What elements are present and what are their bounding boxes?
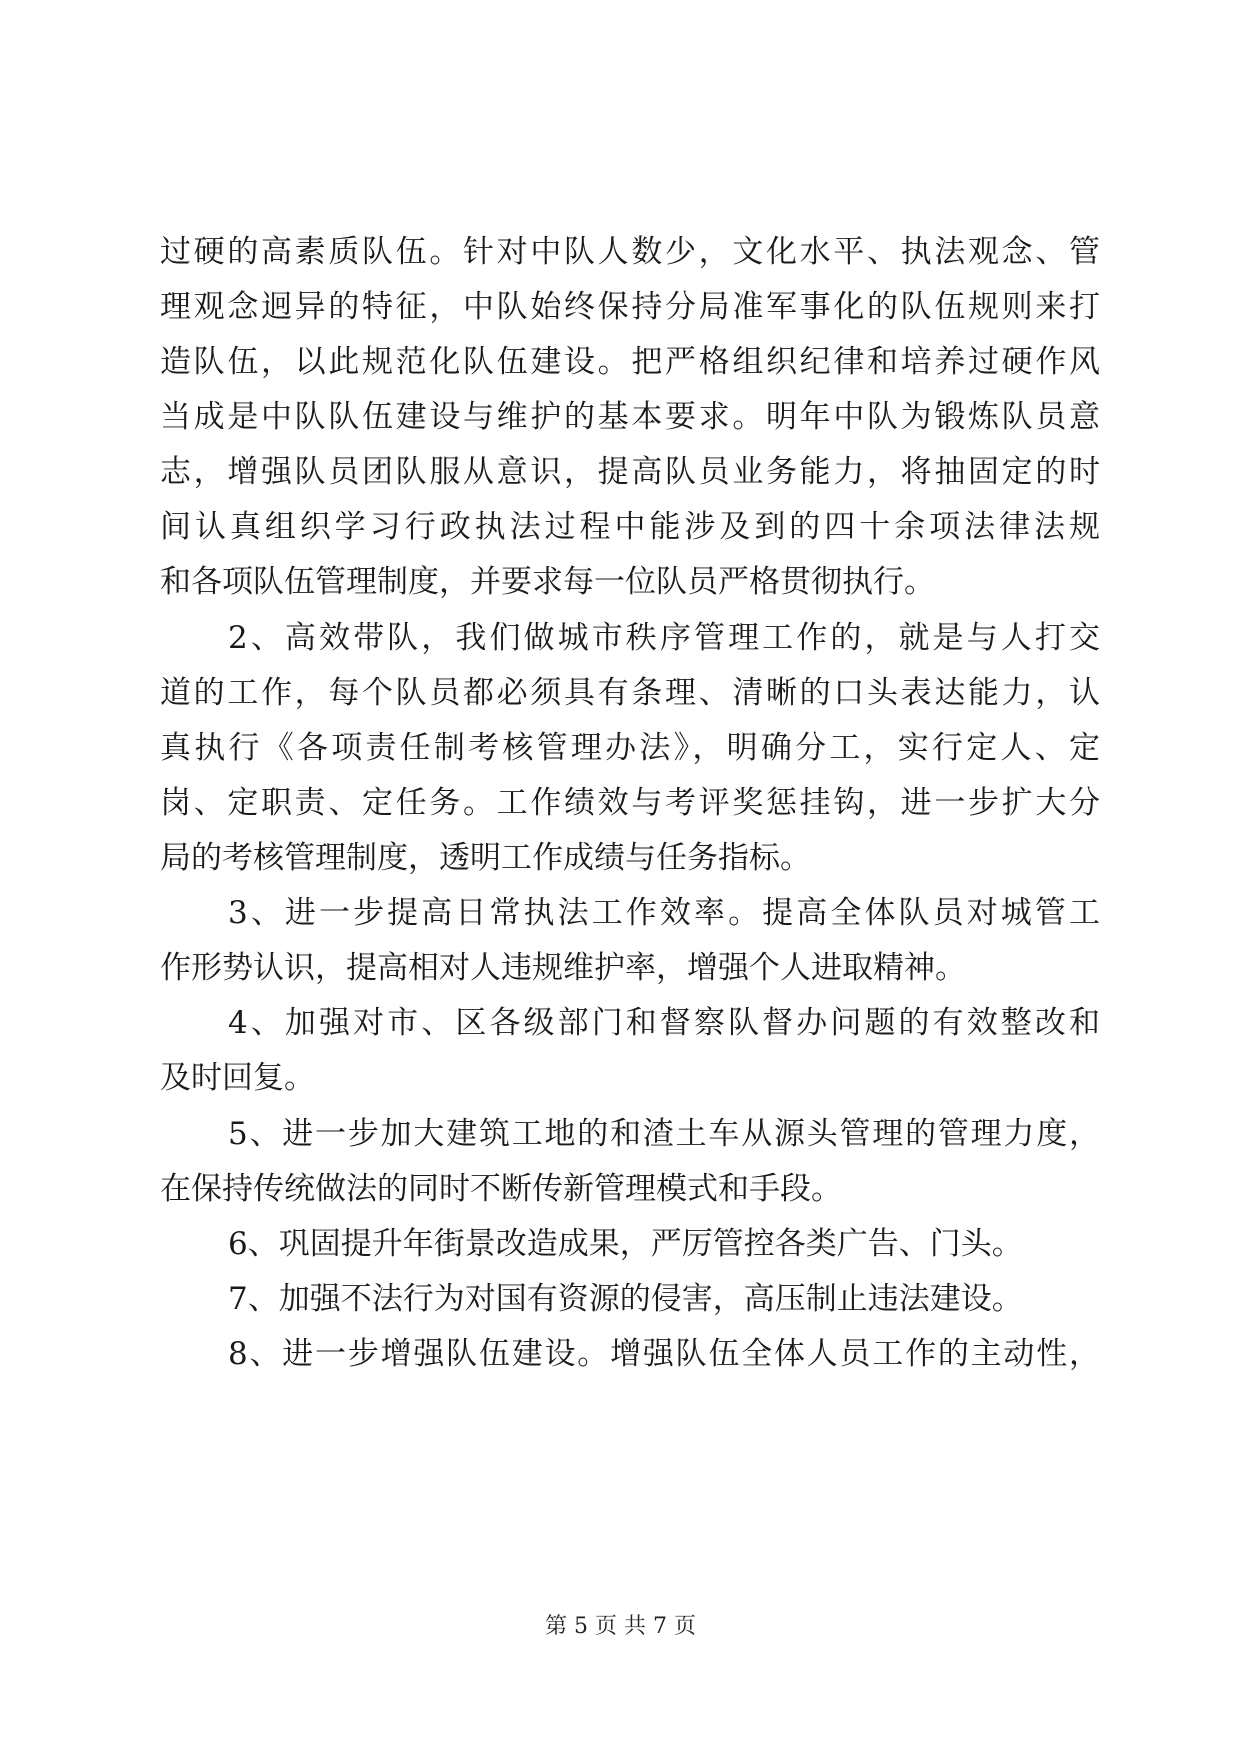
paragraph-line: 理观念迥异的特征，中队始终保持分局准军事化的队伍规则来打 — [160, 289, 1100, 325]
paragraph-line: 局的考核管理制度，透明工作成绩与任务指标。 — [160, 840, 811, 876]
paragraph-line: 在保持传统做法的同时不断传新管理模式和手段。 — [160, 1171, 842, 1207]
paragraph-line: 造队伍，以此规范化队伍建设。把严格组织纪律和培养过硬作风 — [160, 344, 1100, 380]
paragraph-line: 5、进一步加大建筑工地的和渣土车从源头管理的管理力度， — [228, 1116, 1100, 1152]
paragraph-line: 7、加强不法行为对国有资源的侵害，高压制止违法建设。 — [228, 1281, 1023, 1317]
paragraph-line: 过硬的高素质队伍。针对中队人数少，文化水平、执法观念、管 — [160, 234, 1100, 270]
paragraph-line: 志，增强队员团队服从意识，提高队员业务能力，将抽固定的时 — [160, 454, 1100, 490]
paragraph-line: 及时回复。 — [160, 1060, 315, 1096]
paragraph-line: 当成是中队队伍建设与维护的基本要求。明年中队为锻炼队员意 — [160, 399, 1100, 435]
paragraph-line: 真执行《各项责任制考核管理办法》，明确分工，实行定人、定 — [160, 730, 1100, 766]
paragraph-line: 和各项队伍管理制度，并要求每一位队员严格贯彻执行。 — [160, 564, 935, 600]
paragraph-line: 岗、定职责、定任务。工作绩效与考评奖惩挂钩，进一步扩大分 — [160, 785, 1100, 821]
paragraph-line: 4、加强对市、区各级部门和督察队督办问题的有效整改和 — [228, 1005, 1100, 1041]
paragraph-line: 间认真组织学习行政执法过程中能涉及到的四十余项法律法规 — [160, 509, 1100, 545]
paragraph-line: 作形势认识，提高相对人违规维护率，增强个人进取精神。 — [160, 950, 966, 986]
paragraph-line: 6、巩固提升年街景改造成果，严厉管控各类广告、门头。 — [228, 1226, 1023, 1262]
paragraph-line: 3、进一步提高日常执法工作效率。提高全体队员对城管工 — [228, 895, 1100, 931]
paragraph-line: 2、高效带队，我们做城市秩序管理工作的，就是与人打交 — [228, 620, 1100, 656]
paragraph-line: 8、进一步增强队伍建设。增强队伍全体人员工作的主动性， — [228, 1336, 1100, 1372]
paragraph-line: 道的工作，每个队员都必须具有条理、清晰的口头表达能力，认 — [160, 675, 1100, 711]
page-number-footer: 第 5 页 共 7 页 — [545, 1614, 696, 1639]
